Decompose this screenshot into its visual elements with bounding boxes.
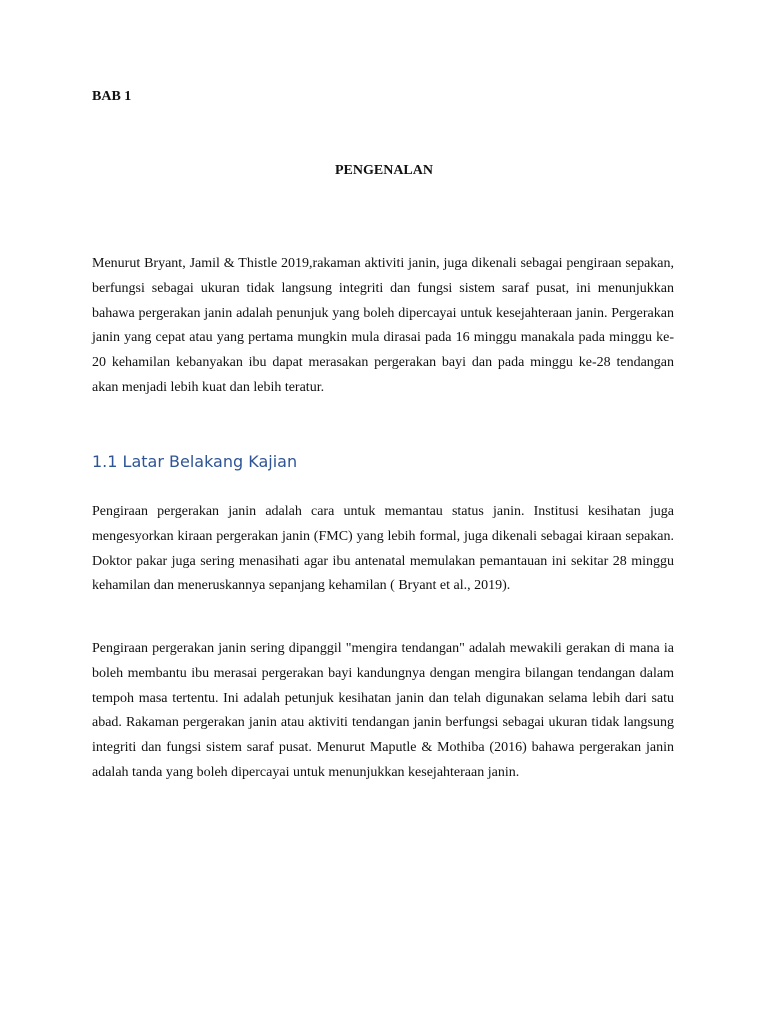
section-heading: 1.1 Latar Belakang Kajian xyxy=(92,452,298,471)
chapter-title: PENGENALAN xyxy=(334,163,433,178)
intro-paragraph: Menurut Bryant, Jamil & Thistle 2019,rakaman aktiviti janin, juga dikenali sebagai pengiraan sepakan, berfungsi sebagai ukuran tidak langsung integriti dan fungsi sistem saraf pusat, ini menunjukkan bahawa pergerakan janin adalah penunjuk yang boleh dipercayai untuk kesejahteraan janin. Pergerakan janin yang cepat atau yang pertama mungkin mula dirasai pada 16 minggu manakala pada minggu ke-20 kehamilan kebanyakan ibu dapat merasakan pergerakan bayi dan pada minggu ke-28 tendangan akan menjadi lebih kuat dan lebih teratur. xyxy=(92,256,674,395)
section-paragraph-2: Pengiraan pergerakan janin sering dipanggil "mengira tendangan" adalah mewakili gerakan di mana ia boleh membantu ibu merasai pergerakan bayi kandungnya dengan mengira bilangan tendangan dalam tempoh masa tertentu. Ini adalah petunjuk kesihatan janin dan telah digunakan selama lebih dari satu abad. Rakaman pergerakan janin atau aktiviti tendangan janin berfungsi sebagai ukuran tidak langsung integriti dan fungsi sistem saraf pusat. Menurut Maputle & Mothiba (2016) bahawa pergerakan janin adalah tanda yang boleh dipercayai untuk menunjukkan kesejahteraan janin. xyxy=(92,641,674,780)
section-paragraph-1: Pengiraan pergerakan janin adalah cara untuk memantau status janin. Institusi kesihatan juga mengesyorkan kiraan pergerakan janin (FMC) yang lebih formal, juga dikenali sebagai kiraan sepakan. Doktor pakar juga sering menasihati agar ibu antenatal memulakan pemantauan ini sekitar 28 minggu kehamilan dan meneruskannya sepanjang kehamilan ( Bryant et al., 2019). xyxy=(92,504,674,594)
chapter-label: BAB 1 xyxy=(92,89,132,104)
